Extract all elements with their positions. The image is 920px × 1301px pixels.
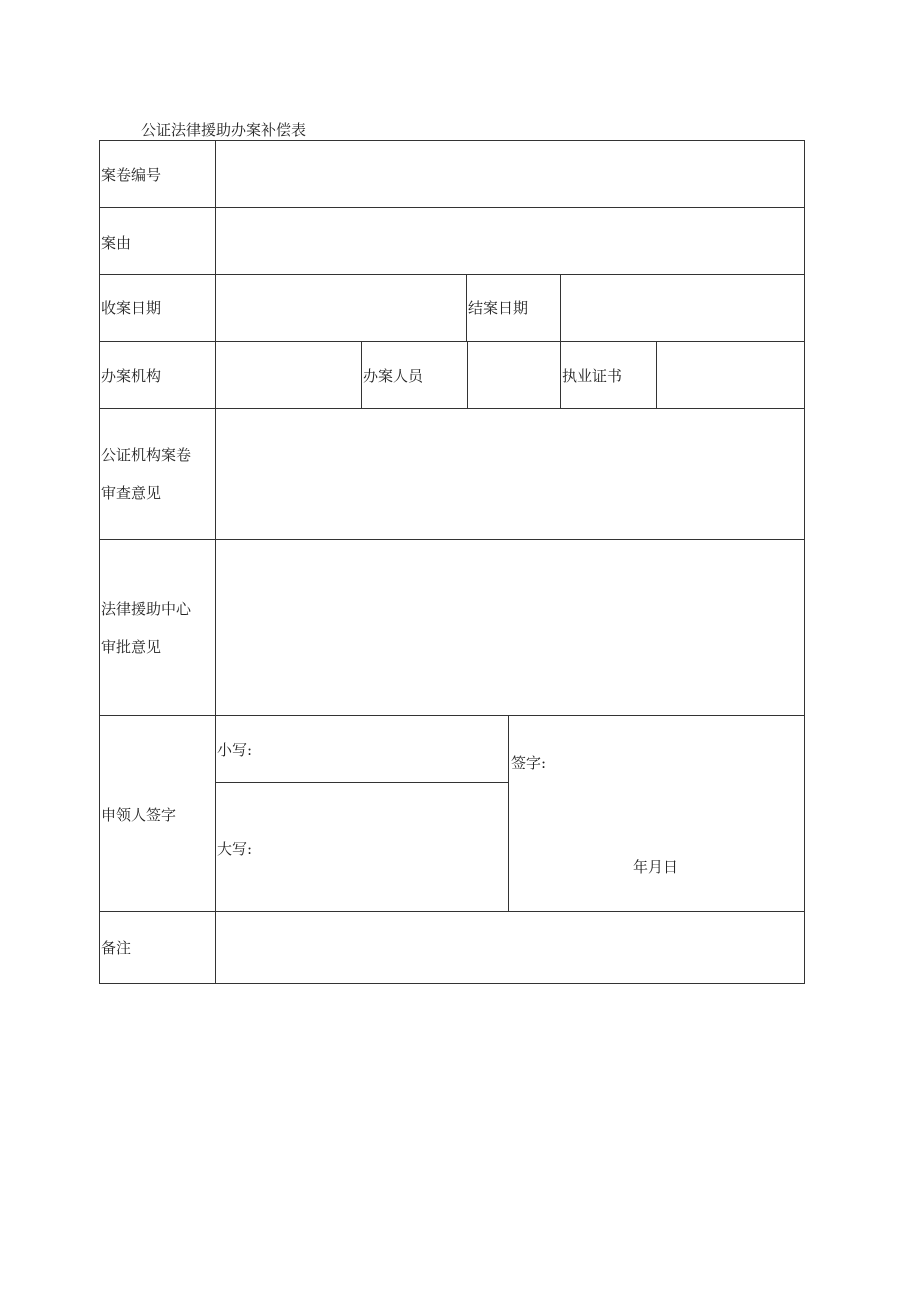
handling-divider-c	[560, 341, 561, 408]
legal-aid-approval-value[interactable]	[216, 540, 804, 715]
legal-aid-approval-label-line1: 法律援助中心	[101, 600, 192, 618]
license-label: 执业证书	[562, 367, 623, 385]
signature-divider	[508, 715, 509, 911]
received-date-label: 收案日期	[101, 299, 162, 317]
closed-date-label: 结案日期	[468, 299, 529, 317]
signature-date-label: 年月日	[633, 858, 679, 876]
handling-staff-label: 办案人员	[363, 367, 424, 385]
dates-divider-a	[466, 274, 467, 341]
closed-date-value[interactable]	[561, 275, 804, 341]
signature-label: 签字:	[511, 754, 547, 772]
lowercase-amount-value[interactable]	[255, 716, 508, 782]
applicant-signature-label: 申领人签字	[101, 806, 177, 824]
handling-staff-value[interactable]	[468, 342, 560, 408]
case-number-value[interactable]	[216, 141, 804, 207]
handling-agency-value[interactable]	[216, 342, 361, 408]
received-date-value[interactable]	[216, 275, 466, 341]
uppercase-amount-value[interactable]	[255, 783, 508, 911]
case-cause-value[interactable]	[216, 208, 804, 274]
case-number-label: 案卷编号	[101, 166, 162, 184]
uppercase-amount-label: 大写:	[217, 840, 253, 858]
form-title: 公证法律援助办案补偿表	[141, 121, 307, 139]
notary-review-label-line2: 审查意见	[101, 484, 162, 502]
legal-aid-approval-label-line2: 审批意见	[101, 638, 162, 656]
signature-value[interactable]	[552, 716, 804, 846]
notary-review-value[interactable]	[216, 409, 804, 539]
remarks-value[interactable]	[216, 912, 804, 983]
legal-aid-approval-label	[101, 590, 213, 666]
case-cause-label: 案由	[101, 234, 132, 252]
lowercase-amount-label: 小写:	[217, 741, 253, 759]
handling-agency-label: 办案机构	[101, 367, 162, 385]
notary-review-label	[101, 436, 213, 512]
remarks-label: 备注	[101, 939, 132, 957]
handling-divider-a	[361, 341, 362, 408]
license-value[interactable]	[657, 342, 804, 408]
notary-review-label-line1: 公证机构案卷	[101, 446, 192, 464]
